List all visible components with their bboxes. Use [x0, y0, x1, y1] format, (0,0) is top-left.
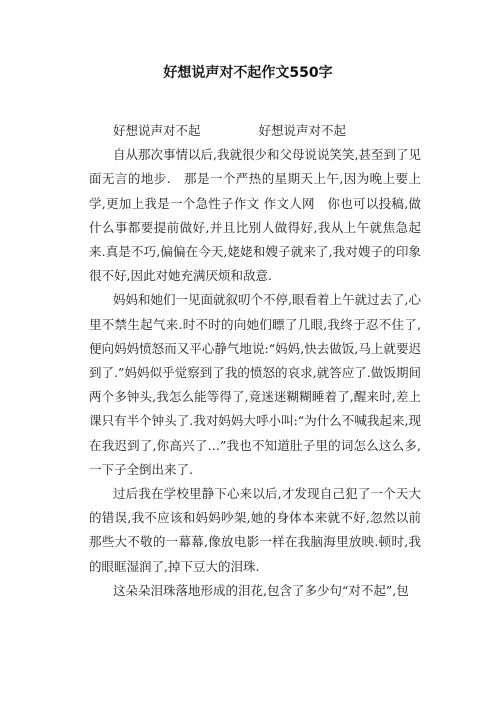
document-title: 好想说声对不起作文550字	[163, 65, 333, 81]
paragraph-1: 自从那次事情以后,我就很少和父母说说笑笑,甚至到了见面无言的地步. 那是一个严热的星期天上午,因为晚上要上学,更加上我是一个急性子作文 作文人网 你也可以投稿,做什么事都要提前做好,并且比别人做得好,我从上午就焦急起来.真是不巧,偏偏在今天,姥姥和嫂子就来了,我对嫂子的印象很不好,因此对她充满厌烦和敌意.	[89, 147, 421, 284]
paragraph-3: 过后我在学校里静下心来以后,才发现自己犯了一个天大的错误,我不应该和妈妈吵架,她的身体本来就不好,忽然以前那些大不敬的一幕幕,像放电影一样在我脑海里放映.顿时,我的眼眶湿润了,掉下豆大的泪珠.	[89, 486, 421, 574]
subtitle-right: 好想说声对不起	[258, 123, 347, 138]
subtitle-left: 好想说声对不起	[113, 123, 201, 138]
document-body	[89, 119, 421, 603]
subtitle-line	[89, 119, 421, 143]
paragraph-2: 妈妈和她们一见面就叙叨个不停,眼看着上午就过去了,心里不禁生起气来.时不时的向她们瞟了几眼,我终于忍不住了,便向妈妈愤怒而又平心静气地说:“妈妈,快去做饭,马上就要迟到了.”妈妈似乎觉察到了我的愤怒的哀求,就答应了.做饭期间两个多钟头,我怎么能等得了,竟迷迷糊糊睡着了,醒来时,差上课只有半个钟头了.我对妈妈大呼小叫:“为什么不喊我起来,现在我迟到了,你高兴了…”我也不知道肚子里的词怎么这么多,一下子全倒出来了.	[89, 292, 421, 477]
paragraph-4: 这朵朵泪珠落地形成的泪花,包含了多少句“对不起”,包	[113, 582, 409, 598]
